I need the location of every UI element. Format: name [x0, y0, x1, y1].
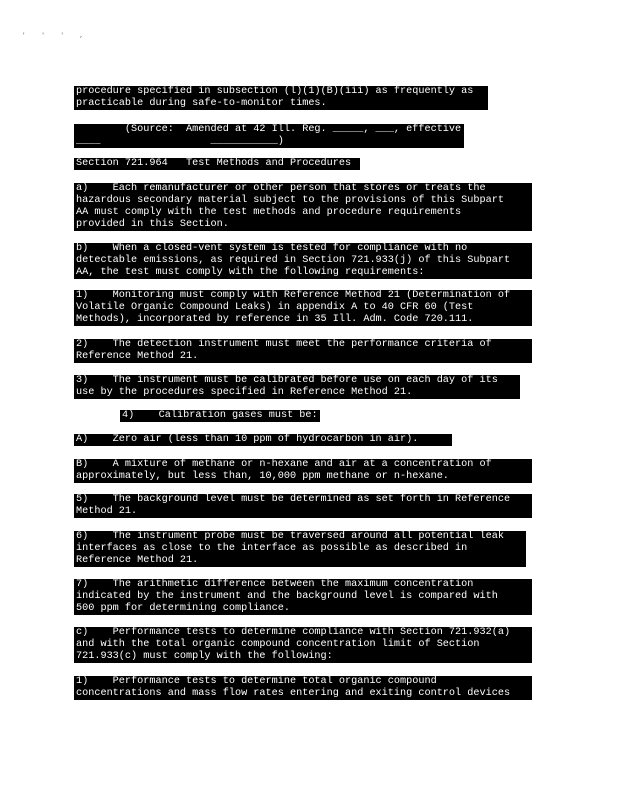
paragraph-b7: 7) The arithmetic difference between the maximum concentration indicated by the instrument and the background level is compared with 500 ppm for determining compliance. — [74, 579, 532, 615]
paragraph-b3: 3) The instrument must be calibrated before use on each day of its use by the procedures specified in Reference Method 21. — [74, 375, 520, 399]
paragraph-b4a: A) Zero air (less than 10 ppm of hydrocarbon in air). — [74, 434, 452, 446]
paragraph-c1: 1) Performance tests to determine total organic compound concentrations and mass flow rates entering and exiting control devices — [74, 676, 532, 700]
source-note: (Source: Amended at 42 Ill. Reg. _____, ___, effective ____ ___________) — [74, 124, 464, 148]
paragraph-b5: 5) The background level must be determined as set forth in Reference Method 21. — [74, 494, 532, 518]
paragraph-procedure-end: procedure specified in subsection (l)(1)(B)(iii) as frequently as practicable during safe-to-monitor times. — [74, 86, 488, 110]
paragraph-a: a) Each remanufacturer or other person that stores or treats the hazardous secondary material subject to the provisions of this Subpart AA must comply with the test methods and procedure requirements provided in this Section. — [74, 183, 532, 231]
paragraph-b1: 1) Monitoring must comply with Reference Method 21 (Determination of Volatile Organic Compound Leaks) in appendix A to 40 CFR 60 (Test Methods), incorporated by reference in 35 Ill. Adm. Code 720.111. — [74, 290, 532, 326]
paragraph-b6: 6) The instrument probe must be traversed around all potential leak interfaces as close to the interface as possible as described in Reference Method 21. — [74, 531, 526, 567]
paragraph-b4: 4) Calibration gases must be: — [120, 410, 320, 422]
paragraph-b: b) When a closed-vent system is tested for compliance with no detectable emissions, as required in Section 721.933(j) of this Subpart AA, the test must comply with the following requirements: — [74, 243, 532, 279]
paragraph-c: c) Performance tests to determine compliance with Section 721.932(a) and with the total organic compound concentration limit of Section 721.933(c) must comply with the following: — [74, 627, 532, 663]
paragraph-b4b: B) A mixture of methane or n-hexane and air at a concentration of approximately, but less than, 10,000 ppm methane or n-hexane. — [74, 459, 532, 483]
paragraph-b2: 2) The detection instrument must meet the performance criteria of Reference Method 21. — [74, 339, 532, 363]
section-heading: Section 721.964 Test Methods and Procedures — [74, 158, 360, 170]
scan-specks: ' ' ' , — [22, 32, 90, 39]
